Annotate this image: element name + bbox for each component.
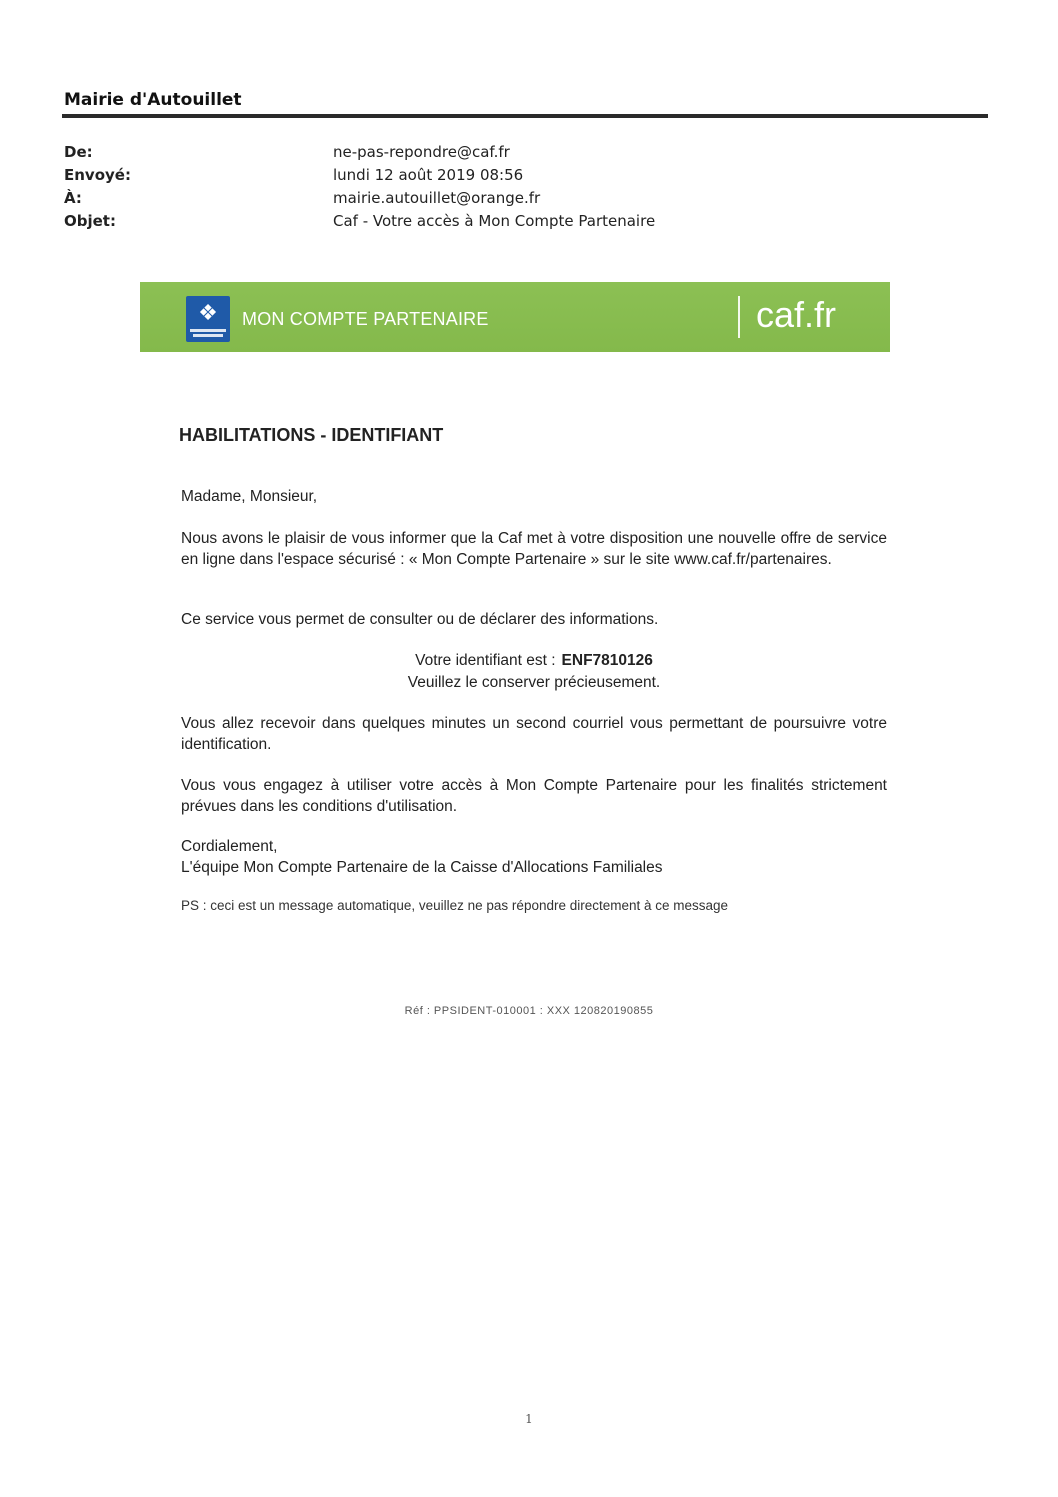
logo-text-line	[193, 334, 223, 337]
paragraph-service: Ce service vous permet de consulter ou de déclarer des informations.	[181, 611, 659, 628]
from-value: ne-pas-repondre@caf.fr	[333, 143, 510, 161]
page-number: 1	[525, 1412, 533, 1426]
letter-heading: HABILITATIONS - IDENTIFIANT	[179, 425, 444, 445]
sent-value: lundi 12 août 2019 08:56	[333, 166, 524, 184]
from-label: De:	[64, 143, 93, 161]
identifier-label: Votre identifiant est :	[415, 652, 556, 669]
identifier-value: ENF7810126	[561, 652, 653, 669]
identifier-line	[181, 650, 887, 672]
subject-value: Caf - Votre accès à Mon Compte Partenaire	[333, 212, 656, 230]
banner-title: MON COMPTE PARTENAIRE	[242, 309, 489, 329]
to-value: mairie.autouillet@orange.fr	[333, 189, 541, 207]
subject-label: Objet:	[64, 212, 116, 230]
family-emblem-icon: ❖	[198, 301, 218, 326]
caf-logo-icon	[186, 296, 230, 342]
paragraph-intro: Nous avons le plaisir de vous informer que la Caf met à votre disposition une nouvelle offre de service en ligne dans l'espace sécurisé : « Mon Compte Partenaire » sur le site www.caf.fr/partenaires.	[181, 530, 887, 568]
banner-separator	[738, 296, 740, 338]
to-label: À:	[64, 189, 82, 207]
header-divider	[62, 114, 988, 118]
keep-note: Veuillez le conserver précieusement.	[407, 674, 661, 691]
logo-text-line	[190, 329, 226, 332]
paragraph-terms: Vous vous engagez à utiliser votre accès à Mon Compte Partenaire pour les finalités strictement prévues dans les conditions d'utilisation.	[181, 777, 887, 815]
caf-banner	[140, 282, 890, 352]
ps-note: PS : ceci est un message automatique, veuillez ne pas répondre directement à ce message	[181, 898, 729, 913]
organization-title: Mairie d'Autouillet	[64, 90, 242, 110]
signature: L'équipe Mon Compte Partenaire de la Caisse d'Allocations Familiales	[181, 859, 663, 876]
paragraph-next-email: Vous allez recevoir dans quelques minutes un second courriel vous permettant de poursuivre votre identification.	[181, 715, 887, 753]
identifier-block	[181, 650, 887, 694]
closing: Cordialement,	[181, 838, 278, 855]
banner-site-name: caf.fr	[756, 294, 837, 335]
reference-code: Réf : PPSIDENT-010001 : XXX 120820190855	[404, 1005, 654, 1017]
sent-label: Envoyé:	[64, 166, 131, 184]
greeting: Madame, Monsieur,	[181, 488, 318, 505]
